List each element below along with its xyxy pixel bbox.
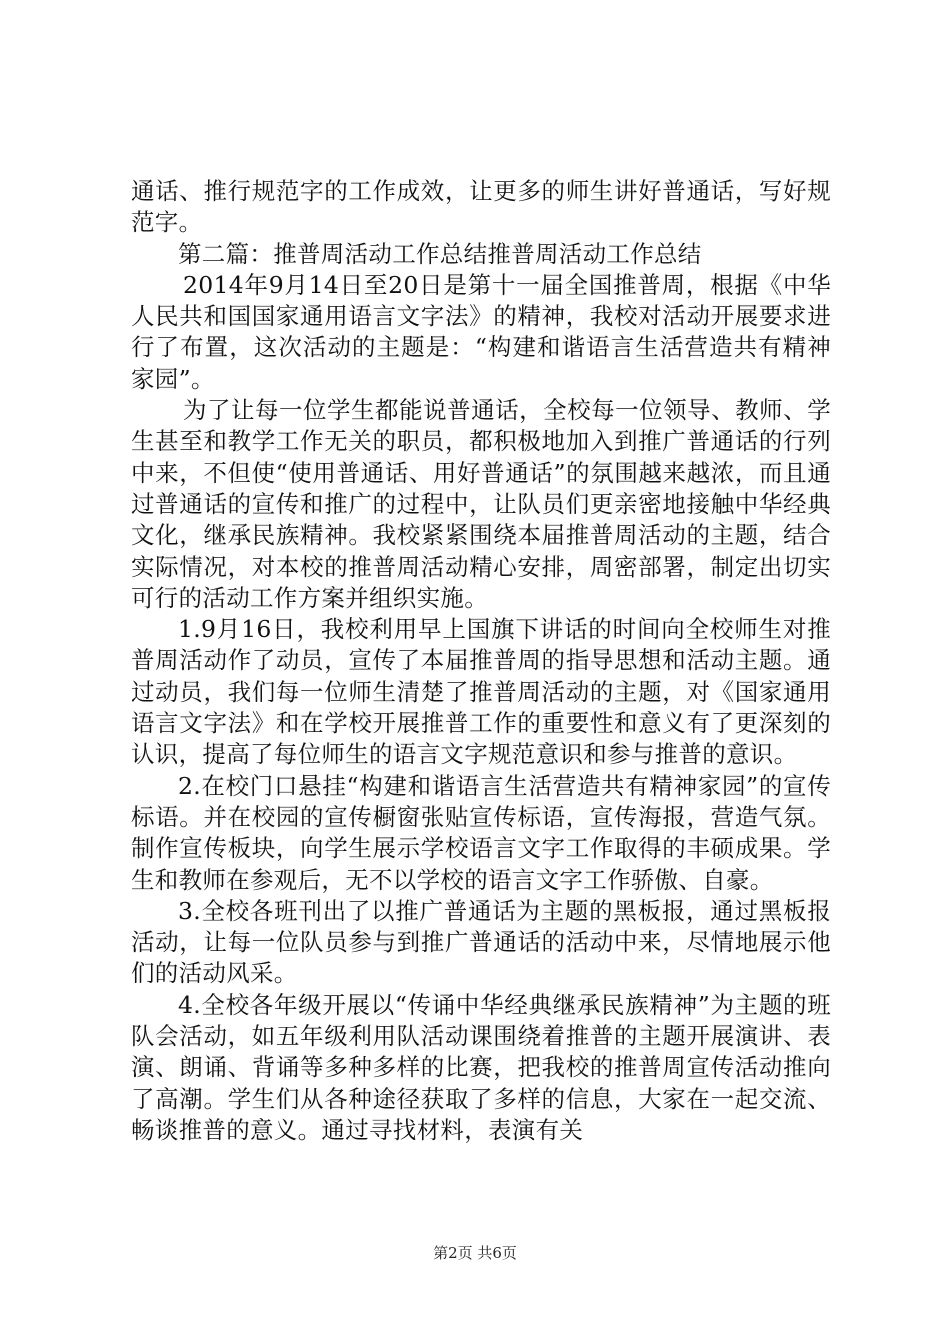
document-body <box>131 176 831 1146</box>
page-number: 第2页 共6页 <box>433 1244 517 1262</box>
paragraph-item-3: 3.全校各班刊出了以推广普通话为主题的黑板报，通过黑板报活动，让每一位队员参与到推广普通话的活动中来，尽情地展示他们的活动风采。 <box>131 896 831 988</box>
section-heading: 第二篇：推普周活动工作总结推普周活动工作总结 <box>178 239 702 268</box>
paragraph-item-1: 1.9月16日，我校利用早上国旗下讲话的时间向全校师生对推普周活动作了动员，宣传了本届推普周的指导思想和活动主题。通过动员，我们每一位师生清楚了推普周活动的主题，对《国家通用语言文字法》和在学校开展推普工作的重要性和意义有了更深刻的认识，提高了每位师生的语言文字规范意识和参与推普的意识。 <box>131 615 831 769</box>
paragraph-continuation: 通话、推行规范字的工作成效，让更多的师生讲好普通话，写好规范字。 <box>131 177 831 237</box>
paragraph-intro: 2014年9月14日至20日是第十一届全国推普周，根据《中华人民共和国国家通用语言文字法》的精神，我校对活动开展要求进行了布置，这次活动的主题是：“构建和谐语言生活营造共有精神家园”。 <box>131 270 831 393</box>
paragraph-item-4: 4.全校各年级开展以“传诵中华经典继承民族精神”为主题的班队会活动，如五年级利用队活动课围绕着推普的主题开展演讲、表演、朗诵、背诵等多种多样的比赛，把我校的推普周宣传活动推向了高潮。学生们从各种途径获取了多样的信息，大家在一起交流、畅谈推普的意义。通过寻找材料，表演有关 <box>131 990 831 1144</box>
paragraph-overview: 为了让每一位学生都能说普通话，全校每一位领导、教师、学生甚至和教学工作无关的职员，都积极地加入到推广普通话的行列中来，不但使“使用普通话、用好普通话”的氛围越来越浓，而且通过普通话的宣传和推广的过程中，让队员们更亲密地接触中华经典文化，继承民族精神。我校紧紧围绕本届推普周活动的主题，结合实际情况，对本校的推普周活动精心安排，周密部署，制定出切实可行的活动工作方案并组织实施。 <box>131 396 831 612</box>
paragraph-item-2: 2.在校门口悬挂“构建和谐语言生活营造共有精神家园”的宣传标语。并在校园的宣传橱窗张贴宣传标语，宣传海报，营造气氛。制作宣传板块，向学生展示学校语言文字工作取得的丰硕成果。学生和教师在参观后，无不以学校的语言文字工作骄傲、自豪。 <box>131 771 831 894</box>
page-footer <box>0 1243 950 1263</box>
